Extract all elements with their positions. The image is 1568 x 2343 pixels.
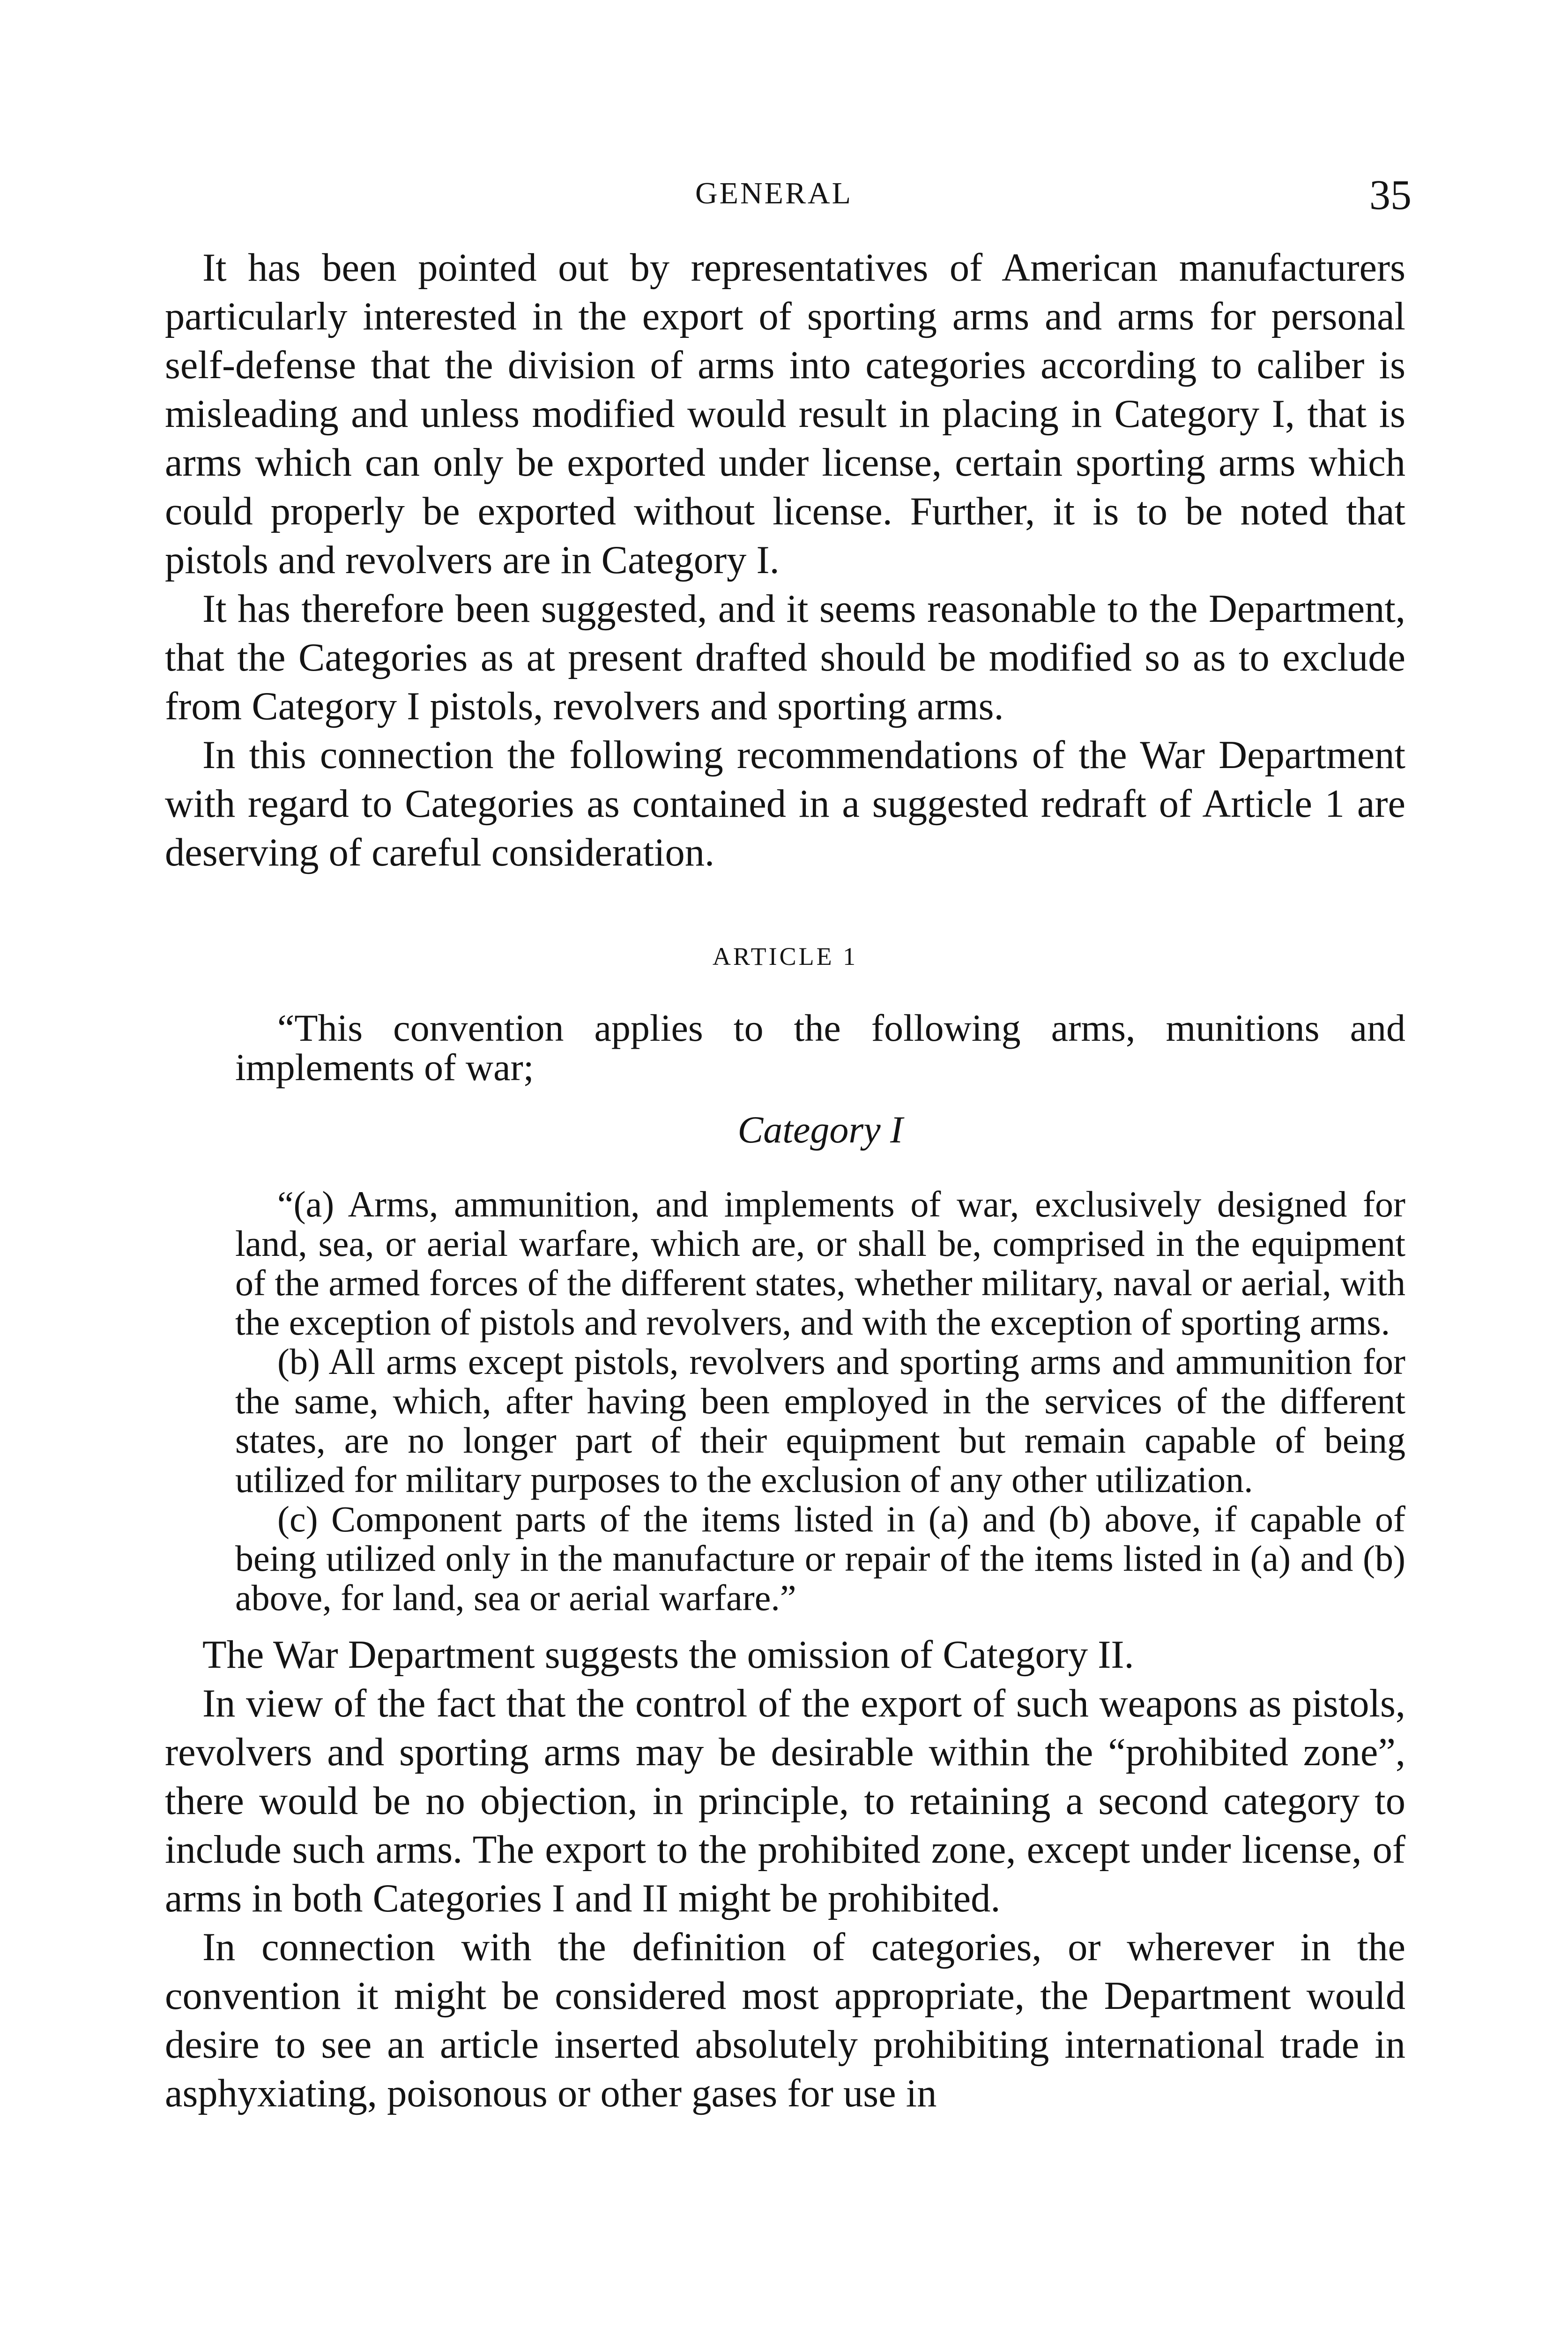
body-text [165,244,1405,2118]
paragraph: It has therefore been suggested, and it seems reasonable to the Department, that the Categories as at present drafted should be modified so as to exclude from Category I pistols, revolvers and sporting arms. [165,587,1405,728]
article-intro: “This convention applies to the following arms, munitions and implements of war; [235,1007,1405,1089]
paragraph: In view of the fact that the control of the export of such weapons as pistols, revolvers and sporting arms may be desirable within the “prohibited zone”, there would be no objection, in principle, to retaining a second category to include such arms. The export to the prohibited zone, except under license, of arms in both Categories I and II might be prohibited. [165,1682,1405,1920]
closing-section [165,1631,1405,2118]
article-item-c: (c) Component parts of the items listed in (a) and (b) above, if capable of being utilized only in the manufacture or repair of the items listed in (a) and (b) above, for land, sea or aerial warfare.” [235,1499,1405,1618]
paragraph: In connection with the definition of categories, or wherever in the convention it might be considered most appropriate, the Department would desire to see an article inserted absolutely prohibiting international trade in asphyxiating, poisonous or other gases for use in [165,1925,1405,2115]
page-number: 35 [1369,172,1412,218]
article-item-b: (b) All arms except pistols, revolvers and sporting arms and ammunition for the same, which, after having been employed in the services of the different states, are no longer part of their equipment but remain capable of being utilized for military purposes to the exclusion of any other utilization. [235,1341,1405,1500]
article-item-a: “(a) Arms, ammunition, and implements of war, exclusively designed for land, sea, or aerial warfare, which are, or shall be, comprised in the equipment of the armed forces of the different states, whether military, naval or aerial, with the exception of pistols and revolvers, and with the exception of sporting arms. [235,1184,1405,1343]
paragraph: The War Department suggests the omission of Category II. [202,1633,1134,1677]
category-heading: Category I [737,1108,903,1151]
paragraph: In this connection the following recommendations of the War Department with regard to Categories as contained in a suggested redraft of Article 1 are deserving of careful consideration. [165,733,1405,874]
article-heading: ARTICLE 1 [712,942,858,970]
paragraph: It has been pointed out by representatives of American manufacturers particularly interested in the export of sporting arms and arms for personal self-defense that the division of arms into categories according to caliber is misleading and unless modified would result in placing in Category I, that is arms which can only be exported under license, certain sporting arms which could properly be exported without license. Further, it is to be noted that pistols and revolvers are in Category I. [165,246,1405,582]
article-quote [165,1008,1405,1618]
running-head: GENERAL [695,176,853,210]
